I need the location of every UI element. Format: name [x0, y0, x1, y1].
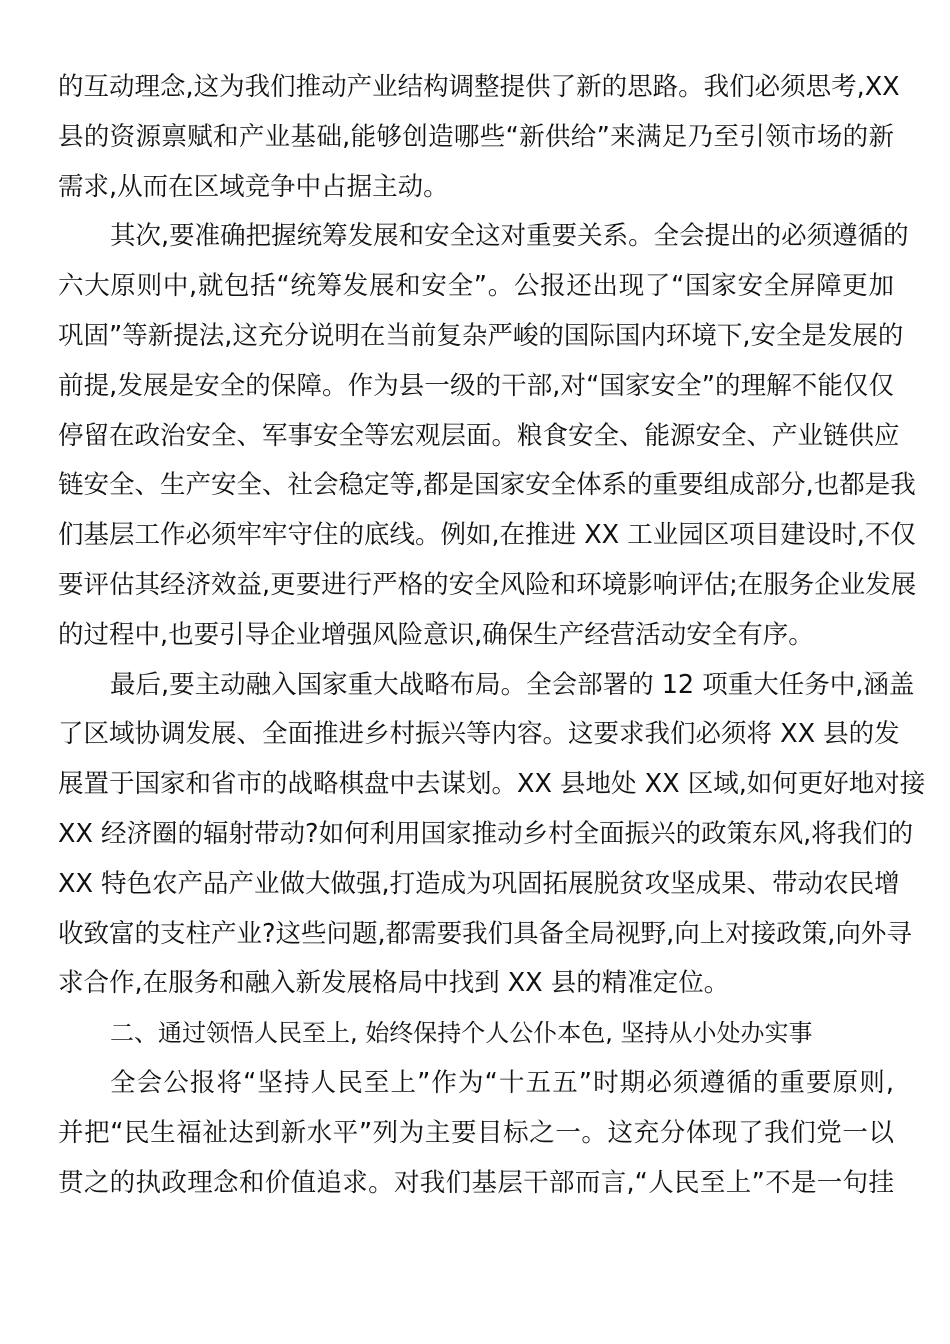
text-line: 的互动理念,这为我们推动产业结构调整提供了新的思路。我们必须思考,XX [58, 72, 900, 102]
text-line: 了区域协调发展、全面推进乡村振兴等内容。这要求我们必须将 XX 县的发 [58, 719, 900, 750]
text-line: 巩固”等新提法,这充分说明在当前复杂严峻的国际国内环境下,安全是发展的 [58, 320, 904, 351]
text-line: 需求,从而在区域竞争中占据主动。 [58, 171, 449, 202]
text-line: 停留在政治安全、军事安全等宏观层面。粮食安全、能源安全、产业链供应 [58, 420, 900, 451]
text-line: 六大原则中,就包括“统筹发展和安全”。公报还出现了“国家安全屏障更加 [58, 271, 894, 302]
text-line: 求合作,在服务和融入新发展格局中找到 XX 县的精准定位。 [58, 968, 730, 999]
text-line: 收致富的支柱产业?这些问题,都需要我们具备全局视野,向上对接政策,向外寻 [58, 918, 912, 949]
document-body [58, 63, 926, 1208]
text-line: 贯之的执政理念和价值追求。对我们基层干部而言,“人民至上”不是一句挂 [58, 1167, 894, 1198]
text-line: 展置于国家和省市的战略棋盘中去谋划。XX 县地处 XX 区域,如何更好地对接 [58, 769, 926, 800]
text-line: XX 经济圈的辐射带动?如何利用国家推动乡村全面振兴的政策东风,将我们的 [58, 818, 914, 849]
paragraph-first-line: 其次,要准确把握统筹发展和安全这对重要关系。全会提出的必须遵循的 [110, 221, 909, 252]
paragraph-first-line: 全会公报将“坚持人民至上”作为“十五五”时期必须遵循的重要原则, [110, 1067, 894, 1098]
section-heading: 二、通过领悟人民至上, 始终保持个人公仆本色, 坚持从小处办实事 [110, 1019, 813, 1048]
text-line: 的过程中,也要引导企业增强风险意识,确保生产经营活动安全有序。 [58, 619, 814, 650]
paragraph-first-line: 最后,要主动融入国家重大战略布局。全会部署的 12 项重大任务中,涵盖 [110, 669, 915, 700]
text-line: 要评估其经济效益,更要进行严格的安全风险和环境影响评估;在服务企业发展 [58, 569, 917, 600]
text-line: 并把“民生福祉达到新水平”列为主要目标之一。这充分体现了我们党一以 [58, 1117, 894, 1148]
text-line: 县的资源禀赋和产业基础,能够创造哪些“新供给”来满足乃至引领市场的新 [58, 121, 894, 152]
text-line: 们基层工作必须牢牢守住的底线。例如,在推进 XX 工业园区项目建设时,不仅 [58, 520, 916, 551]
text-line: 前提,发展是安全的保障。作为县一级的干部,对“国家安全”的理解不能仅仅 [58, 370, 894, 401]
text-line: 链安全、生产安全、社会稳定等,都是国家安全体系的重要组成部分,也都是我 [58, 470, 916, 501]
text-line: XX 特色农产品产业做大做强,打造成为巩固拓展脱贫攻坚成果、带动农民增 [58, 868, 900, 899]
